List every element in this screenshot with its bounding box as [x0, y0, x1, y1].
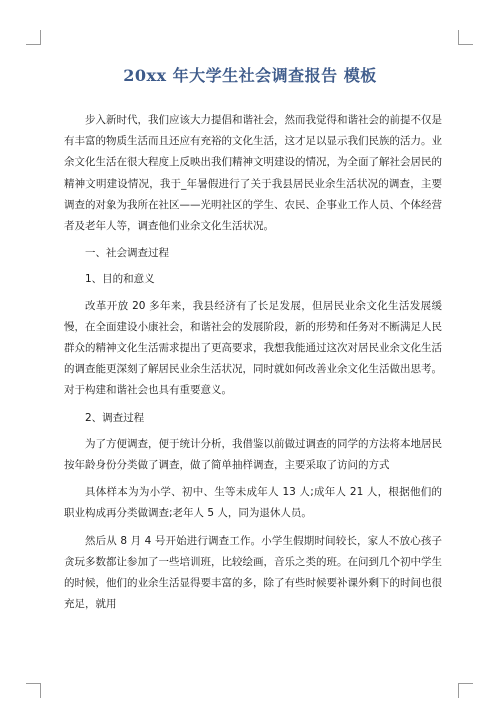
purpose-paragraph: 改革开放 20 多年来，我县经济有了长足发展，但居民业余文化生活发展缓慢，在全面建设小康社会，和谐社会的发展阶段，新的形势和任务对不断满足人民群众的精神文化生活需求提出了更高要求，我想我能通过这次对居民业余文化生活的调查能更深刻了解居民业余生活状况，同时就如何改善业余文化生活做出思考。对于构建和谐社会也具有重要意义。	[64, 299, 442, 397]
process-paragraph-method: 为了方便调查，便于统计分析，我借鉴以前做过调查的同学的方法将本地居民按年龄身份分类做了调查，做了简单抽样调查，主要采取了访问的方式	[64, 437, 442, 472]
section-heading: 一、社会调查过程	[85, 247, 169, 260]
crop-mark-bottom-left	[26, 683, 41, 698]
process-paragraph-schedule: 然后从 8 月 4 号开始进行调查工作。小学生假期时间较长，家人不放心孩子贪玩多数都让参加了一些培训班，比较绘画，音乐之类的班。在问到几个初中学生的时候，他们的业余生活显得要丰富的多，除了有些时候要补课外剩下的时间也很充足，就用	[64, 534, 442, 611]
crop-mark-top-right	[458, 30, 473, 45]
subsection-heading-process: 2、调查过程	[85, 411, 145, 424]
document-title: 20xx 年大学生社会调查报告 模板	[123, 66, 377, 85]
crop-mark-top-left	[26, 30, 41, 45]
intro-paragraph: 步入新时代，我们应该大力提倡和谐社会，然而我觉得和谐社会的前提不仅是有丰富的物质生活而且还应有充裕的文化生活，这才足以显示我们民族的活力。业余文化生活在很大程度上反映出我们精神文明建设的情况，为全面了解社会居民的精神文明建设情况，我于_年暑假进行了关于我县居民业余生活状况的调查，主要调查的对象为我所在社区——光明社区的学生、农民、企事业工作人员、个体经营者及老年人等，调查他们业余文化生活状况。	[64, 114, 442, 233]
crop-mark-bottom-right	[458, 683, 473, 698]
process-paragraph-sample: 具体样本为为小学、初中、生等未成年人 13 人;成年人 21 人，根据他们的职业构成再分类做调查;老年人 5 人，同为退休人员。	[64, 486, 442, 520]
document-body	[64, 110, 442, 621]
subsection-heading-purpose: 1、目的和意义	[85, 273, 155, 286]
